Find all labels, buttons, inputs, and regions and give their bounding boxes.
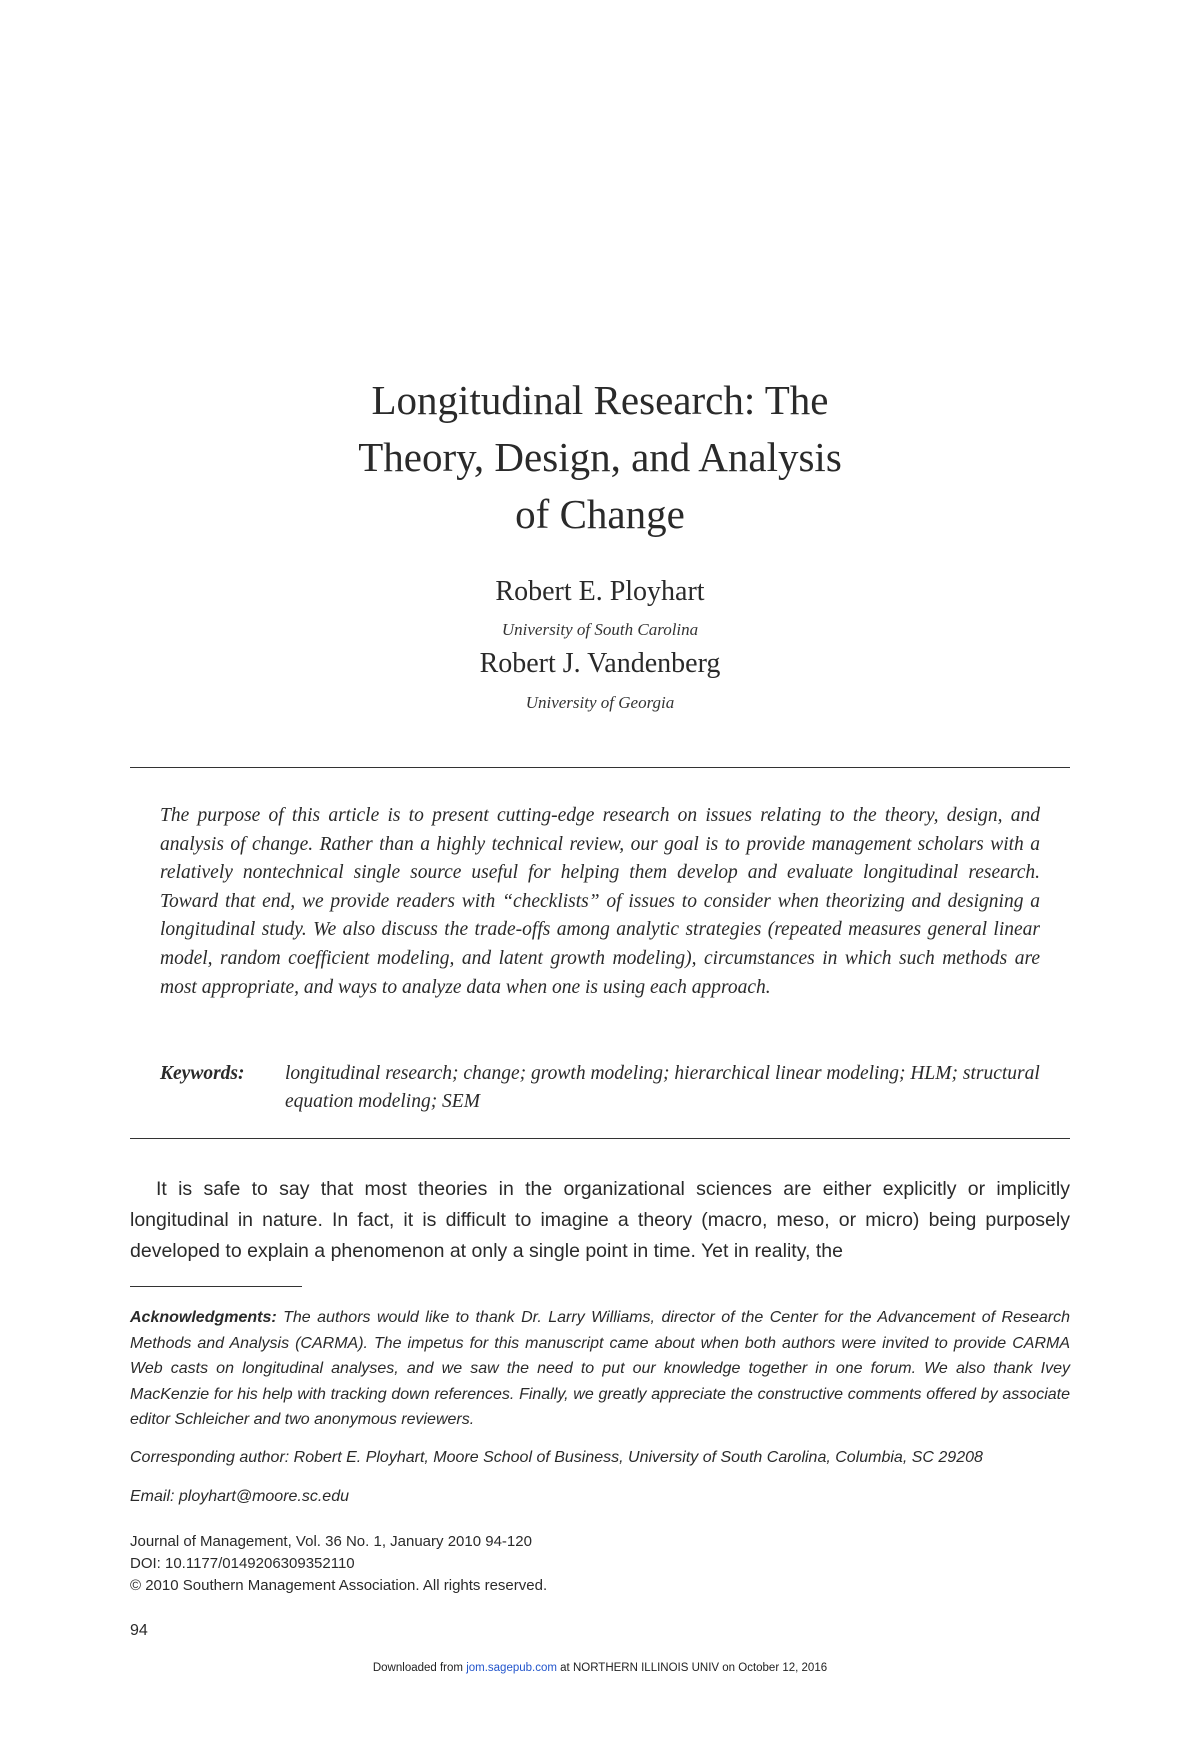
keywords-block [160,1060,1040,1116]
author-name-2: Robert J. Vandenberg [479,648,721,679]
corresponding-author: Corresponding author: Robert E. Ployhart, Moore School of Business, University of South Carolina, Columbia, SC 29208 [130,1449,983,1466]
title-line-1: Longitudinal Research: The [371,377,829,423]
author-affiliation-2: University of Georgia [525,693,675,712]
keywords-list: longitudinal research; change; growth modeling; hierarchical linear modeling; HLM; structural equation modeling; SEM [285,1063,1040,1112]
journal-citation: Journal of Management, Vol. 36 No. 1, January 2010 94-120 [130,1533,532,1550]
doi: DOI: 10.1177/0149206309352110 [130,1555,355,1572]
keywords-label: Keywords: [160,1063,245,1084]
abstract-bottom-rule [130,1138,1070,1139]
download-suffix: at NORTHERN ILLINOIS UNIV on October 12, 2016 [556,1662,828,1674]
author-name-1: Robert E. Ployhart [495,576,705,607]
acknowledgments-text: The authors would like to thank Dr. Larry Williams, director of the Center for the Advancement of Research Methods and Analysis (CARMA). The impetus for this manuscript came about when both authors were invited to provide CARMA Web casts on longitudinal analyses, and we saw the need to put our knowledge together in one forum. We also thank Ivey MacKenzie for his help with tracking down references. Finally, we greatly appreciate the constructive comments offered by associate editor Schleicher and two anonymous reviewers. [130,1309,1070,1428]
copyright: © 2010 Southern Management Association. All rights reserved. [130,1577,548,1594]
download-prefix: Downloaded from [372,1662,467,1674]
acknowledgments-footnote [130,1305,1070,1433]
abstract: The purpose of this article is to present cutting-edge research on issues relating to the theory, design, and analysis of change. Rather than a highly technical review, our goal is to provide management scholars with a relatively nontechnical single source useful for helping them develop and evaluate longitudinal research. Toward that end, we provide readers with “checklists” of issues to consider when theorizing and designing a longitudinal study. We also discuss the trade-offs among analytic strategies (repeated measures general linear model, random coefficient modeling, and latent growth modeling), circumstances in which such methods are most appropriate, and ways to analyze data when one is using each approach. [160,805,1040,998]
body-paragraph: It is safe to say that most theories in the organizational sciences are either explicitly or implicitly longitudinal in nature. In fact, it is difficult to imagine a theory (macro, meso, or micro) being purposely developed to explain a phenomenon at only a single point in time. Yet in reality, the [130,1178,1070,1262]
article-title [200,372,1000,543]
title-line-3: of Change [515,491,685,537]
acknowledgments-label: Acknowledgments: [130,1309,277,1326]
corresponding-email: Email: ployhart@moore.sc.edu [130,1488,349,1505]
journal-metadata [130,1531,1070,1597]
download-notice [200,1662,1000,1674]
download-link[interactable]: jom.sagepub.com [466,1662,557,1674]
author-affiliation-1: University of South Carolina [501,620,699,639]
footnote-rule [130,1286,302,1287]
page-number: 94 [130,1622,148,1639]
title-line-2: Theory, Design, and Analysis [358,434,842,480]
abstract-top-rule [130,767,1070,768]
